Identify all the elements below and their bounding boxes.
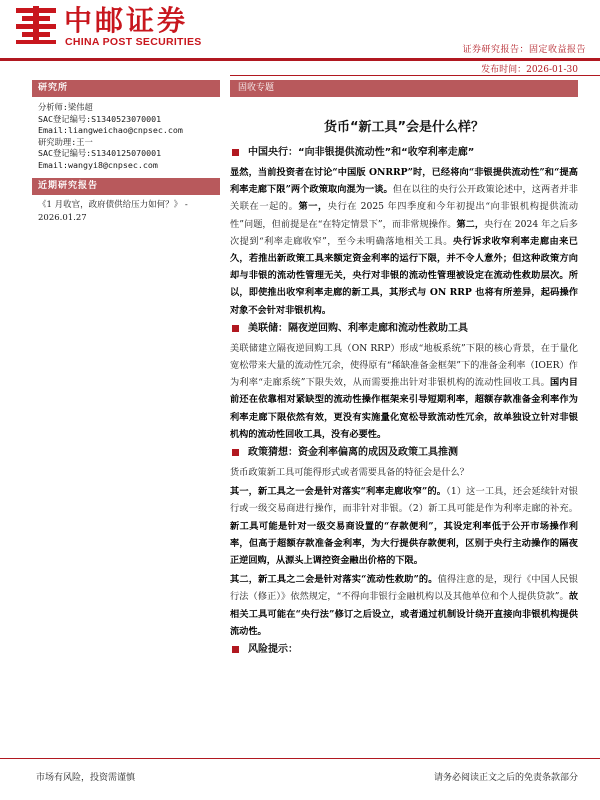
bold-text: 第二，: [456, 218, 485, 230]
disclaimer-notice: 请务必阅读正文之后的免责条款部分: [433, 773, 578, 783]
paragraph: [230, 164, 578, 319]
body-text: 货币政策新工具可能得形式或者需要具备的特征会是什么？: [230, 467, 469, 479]
bold-text: 其一，新工具之一会是针对落实“利率走廊收窄”的。: [230, 486, 447, 498]
analyst-sac-number: SAC登记编号:S1340523070001: [38, 113, 162, 124]
paragraph: [230, 571, 578, 640]
research-institute-heading: 研究所: [32, 80, 220, 97]
bold-text: 显然，当前投资者在讨论“中国版 ONRRP”时，已经将向“非银提供流动性”和“提高利率走廊下限”两个政策取向混为一谈。: [230, 167, 578, 196]
section-heading-text: 风险提示：: [248, 644, 298, 656]
section-heading-text: 中国央行：“向非银提供流动性”和“收窄利率走廊”: [248, 147, 475, 158]
header-divider: [0, 58, 600, 61]
square-bullet-icon: [232, 325, 239, 332]
bold-text: 第一，: [298, 201, 328, 213]
body-text: 但在以往的央行公开政策论述中，这两者并非关联在一起的。: [230, 184, 578, 213]
body-text: （1）这一工具，还会延续针对银行或一级交易商进行操作，而非针对非银。（2）新工具可能是作为利率走廊的补充。: [230, 486, 578, 515]
column-label: 固收专题: [230, 80, 578, 97]
report-header: [0, 0, 600, 58]
publish-date: 发布时间：2026-01-30: [481, 65, 578, 75]
china-post-logo-icon: [14, 4, 58, 46]
section-heading: [230, 642, 578, 658]
body-text: 值得注意的是，现行《中国人民银行法（修正）》依然规定，“不得向非银行金融机构以及其他单位和个人提供贷款”。: [230, 574, 578, 603]
section-heading: [230, 145, 578, 161]
sidebar: [32, 80, 220, 229]
analyst-name: 分析师:梁伟超: [38, 102, 93, 112]
report-type-tag: 证券研究报告：固定收益报告: [462, 45, 586, 55]
paragraph: [230, 483, 578, 569]
document-title: 货币“新工具”会是什么样？: [323, 120, 485, 135]
assistant-email: Email:wangyi8@cnpsec.com: [38, 159, 158, 170]
analyst-email: Email:liangweichao@cnpsec.com: [38, 125, 183, 136]
section-heading: [230, 445, 578, 461]
date-divider: [230, 75, 600, 76]
square-bullet-icon: [232, 449, 239, 456]
bold-text: 故相关工具可能在“央行法”修订之后设立，或者通过机制设计绕开直接向非银机构提供流动性。: [230, 591, 578, 637]
analyst-info: [32, 97, 220, 178]
report-footer: [0, 758, 600, 800]
logo-english-name: CHINA POST SECURITIES: [65, 36, 202, 48]
section-heading: [230, 321, 578, 337]
risk-notice: 市场有风险，投资需谨慎: [36, 773, 136, 783]
bold-text: 新工具可能是针对一级交易商设置的“存款便利”，其设定利率低于公开市场操作利率，但高于超额存款准备金利率，为大行提供存款便利，区别于央行主动操作的隔夜正逆回购，从源头上调控资金融出价格的下限。: [230, 520, 578, 567]
body-text: 央行在 2025 年四季度和今年初提出“向非银机构提供流动性”问题，但前提是在“在特定情景下”，而非常规操作。: [230, 201, 579, 230]
logo-chinese-name: 中邮证券: [64, 4, 189, 37]
bold-text: 央行诉求收窄利率走廊由来已久，若推出新政策工具来额定资金利率的运行下限，并不令人意外；但这种政策方向却与非银的流动性管理无关，央行对非银的流动性管理被设定在流动性救助层次。所以，即使推出收窄利率走廊的新工具，其形式与 ON RRP 也将有所差异，起码操作对象不会针对非银机构。: [230, 235, 578, 316]
bold-text: 国内目前还在依靠相对紧缺型的流动性操作框架来引导短期利率，超额存款准备金利率作为利率走廊下限依然有效，更没有实施量化宽松导致流动性冗余，故单独设立针对非银机构的流动性回收工具，没有必要性。: [230, 377, 578, 440]
bold-text: 其二，新工具之二会是针对落实“流动性救助”的。: [230, 574, 438, 586]
recent-reports-heading: 近期研究报告: [32, 178, 220, 195]
paragraph: [230, 464, 578, 481]
company-logo: [14, 4, 244, 50]
assistant-sac-number: SAC登记编号:S1340125070001: [38, 148, 162, 159]
main-content: [230, 80, 578, 661]
body-text: 美联储建立隔夜逆回购工具（ON RRP）形成“地板系统”下限的核心背景，在于量化宽松带来大量的流动性冗余，使得原有“稀缺准备金框架”下的准备金利率（IOER）作为利率“走廊系统”下限失效，从而需要推出针对非银机构的流动性回收工具。: [230, 342, 578, 389]
section-heading-text: 政策猜想：资金利率偏离的成因及政策工具推测: [248, 447, 458, 459]
paragraph: [230, 340, 578, 443]
footer-divider: [0, 758, 600, 759]
square-bullet-icon: [232, 149, 239, 156]
section-heading-text: 美联储：隔夜逆回购、利率走廊和流动性救助工具: [248, 322, 468, 334]
body-text: 央行在 2024 年之后多次提到“利率走廊收窄”，至今未明确落地相关工具。: [230, 218, 578, 247]
square-bullet-icon: [232, 646, 239, 653]
recent-report-item[interactable]: 《1 月收官，政府债供给压力如何？》 - 2026.01.27: [38, 199, 188, 223]
assistant-name: 研究助理:王一: [38, 136, 93, 147]
